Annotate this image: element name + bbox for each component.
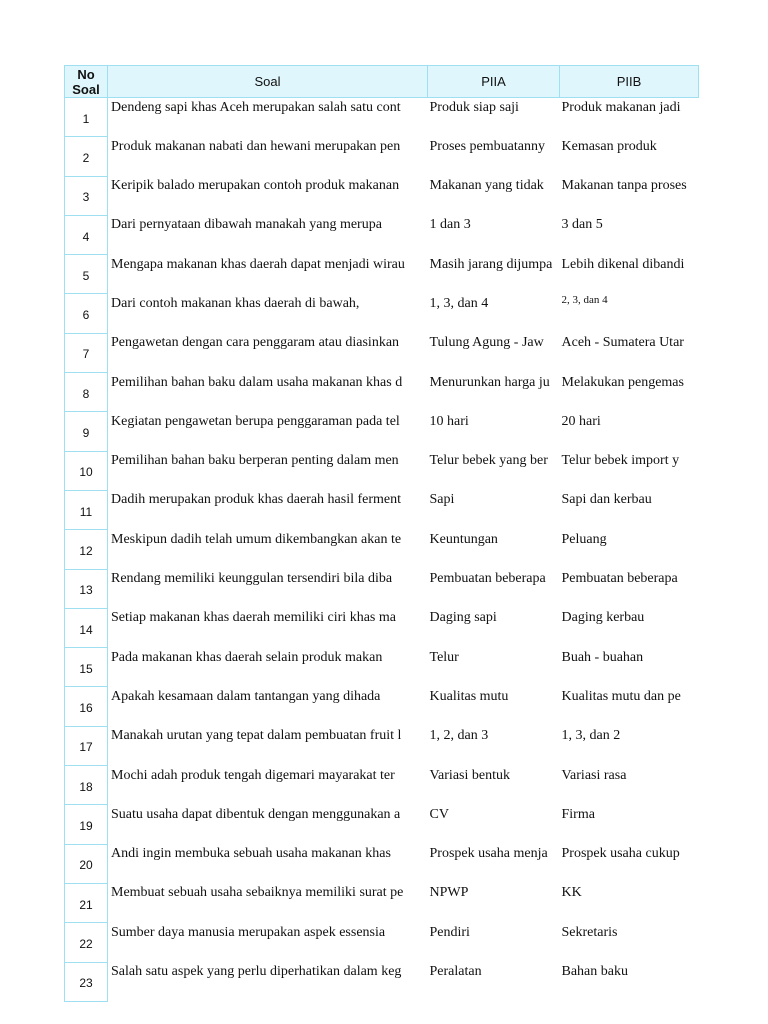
question-text: Meskipun dadih telah umum dikembangkan akan te	[111, 531, 402, 547]
table-row	[65, 530, 699, 569]
question-text: Rendang memiliki keunggulan tersendiri bila diba	[111, 571, 393, 587]
header-piib: PIIB	[560, 66, 699, 98]
option-b-text-cell	[560, 176, 699, 215]
option-a-text-cell	[428, 962, 560, 1001]
row-number: 21	[65, 883, 108, 922]
table-row	[65, 883, 699, 922]
question-text-cell	[108, 923, 428, 962]
option-a-text-cell	[428, 215, 560, 254]
row-number: 23	[65, 962, 108, 1001]
option-b-text: Variasi rasa	[561, 767, 627, 783]
row-number: 10	[65, 451, 108, 490]
option-a-text: Masih jarang dijumpa	[429, 256, 553, 272]
table-row	[65, 923, 699, 962]
answer-sheet	[64, 65, 699, 1002]
question-text-cell	[108, 490, 428, 529]
option-a-text-cell	[428, 176, 560, 215]
row-number: 11	[65, 490, 108, 529]
row-number: 9	[65, 412, 108, 451]
option-b-text: Peluang	[561, 531, 607, 547]
table-row	[65, 687, 699, 726]
option-b-text: 1, 3, dan 2	[561, 728, 621, 744]
header-piia: PIIA	[428, 66, 560, 98]
option-a-text: Telur	[429, 649, 459, 665]
option-b-text-cell	[560, 923, 699, 962]
table-row	[65, 766, 699, 805]
question-text: Apakah kesamaan dalam tantangan yang dihada	[111, 688, 381, 704]
header-row	[65, 66, 699, 98]
row-number: 12	[65, 530, 108, 569]
option-b-text-cell	[560, 530, 699, 569]
question-text: Produk makanan nabati dan hewani merupakan pen	[111, 138, 401, 154]
row-number: 17	[65, 726, 108, 765]
option-b-text-cell	[560, 962, 699, 1001]
row-number: 5	[65, 255, 108, 294]
question-text-cell	[108, 962, 428, 1001]
option-b-text: Firma	[561, 806, 595, 822]
option-a-text: Proses pembuatanny	[429, 138, 545, 154]
table-row	[65, 255, 699, 294]
option-b-text-cell	[560, 766, 699, 805]
question-text: Salah satu aspek yang perlu diperhatikan dalam keg	[111, 964, 402, 980]
option-a-text-cell	[428, 373, 560, 412]
option-a-text-cell	[428, 687, 560, 726]
question-text-cell	[108, 844, 428, 883]
option-b-text-cell	[560, 137, 699, 176]
question-text: Pemilihan bahan baku berperan penting dalam men	[111, 453, 399, 469]
option-b-text: KK	[561, 885, 582, 901]
row-number: 2	[65, 137, 108, 176]
option-b-text: Buah - buahan	[561, 649, 644, 665]
question-text: Mengapa makanan khas daerah dapat menjadi wirau	[111, 256, 405, 272]
question-text: Manakah urutan yang tepat dalam pembuatan fruit l	[111, 728, 402, 744]
question-text-cell	[108, 98, 428, 137]
option-a-text: Telur bebek yang ber	[429, 453, 548, 469]
option-b-text: Makanan tanpa proses	[561, 178, 687, 194]
option-b-text-cell	[560, 726, 699, 765]
option-b-text: Lebih dikenal dibandi	[561, 256, 685, 272]
row-number: 19	[65, 805, 108, 844]
option-a-text-cell	[428, 805, 560, 844]
option-b-text: 20 hari	[561, 413, 601, 429]
option-b-text: Kualitas mutu dan pe	[561, 688, 681, 704]
option-a-text: Menurunkan harga ju	[429, 374, 550, 390]
option-a-text-cell	[428, 766, 560, 805]
question-text-cell	[108, 766, 428, 805]
question-text-cell	[108, 805, 428, 844]
table-row	[65, 569, 699, 608]
option-a-text-cell	[428, 844, 560, 883]
option-a-text-cell	[428, 726, 560, 765]
question-text: Pengawetan dengan cara penggaram atau diasinkan	[111, 335, 400, 351]
row-number: 3	[65, 176, 108, 215]
question-text: Dendeng sapi khas Aceh merupakan salah satu cont	[111, 100, 401, 115]
option-a-text: NPWP	[429, 885, 469, 901]
row-number: 22	[65, 923, 108, 962]
option-a-text-cell	[428, 883, 560, 922]
option-b-text-cell	[560, 648, 699, 687]
option-b-text-cell	[560, 805, 699, 844]
option-a-text: Prospek usaha menja	[429, 846, 548, 862]
option-b-text: Daging kerbau	[561, 610, 645, 626]
option-b-text-cell	[560, 98, 699, 137]
option-b-text-cell	[560, 608, 699, 647]
table-row	[65, 805, 699, 844]
row-number: 7	[65, 333, 108, 372]
header-soal: Soal	[108, 66, 428, 98]
option-a-text-cell	[428, 530, 560, 569]
option-a-text: Pendiri	[429, 924, 470, 940]
question-text-cell	[108, 333, 428, 372]
option-b-text: Aceh - Sumatera Utar	[561, 335, 684, 351]
option-a-text: Pembuatan beberapa	[429, 571, 546, 587]
question-text-cell	[108, 883, 428, 922]
option-a-text-cell	[428, 333, 560, 372]
question-text-cell	[108, 412, 428, 451]
option-b-text-cell	[560, 373, 699, 412]
table-row	[65, 962, 699, 1001]
option-b-text-cell	[560, 255, 699, 294]
question-text-cell	[108, 137, 428, 176]
option-b-text: 2, 3, dan 4	[561, 293, 608, 306]
option-b-text-cell	[560, 883, 699, 922]
option-a-text-cell	[428, 137, 560, 176]
question-text: Andi ingin membuka sebuah usaha makanan khas	[111, 846, 391, 862]
option-b-text: Produk makanan jadi	[561, 100, 681, 115]
option-a-text: Kualitas mutu	[429, 688, 509, 704]
question-text-cell	[108, 687, 428, 726]
question-text: Kegiatan pengawetan berupa penggaraman pada tel	[111, 413, 400, 429]
question-text: Pada makanan khas daerah selain produk makan	[111, 649, 383, 665]
option-b-text-cell	[560, 844, 699, 883]
option-b-text: Prospek usaha cukup	[561, 846, 680, 862]
table-row	[65, 176, 699, 215]
option-a-text-cell	[428, 569, 560, 608]
question-text-cell	[108, 294, 428, 333]
option-b-text: Telur bebek import y	[561, 453, 680, 469]
option-b-text: Sapi dan kerbau	[561, 492, 652, 508]
option-b-text-cell	[560, 687, 699, 726]
row-number: 6	[65, 294, 108, 333]
table-row	[65, 333, 699, 372]
row-number: 4	[65, 215, 108, 254]
option-a-text: Variasi bentuk	[429, 767, 510, 783]
table-row	[65, 215, 699, 254]
option-a-text-cell	[428, 608, 560, 647]
table-row	[65, 451, 699, 490]
option-a-text-cell	[428, 412, 560, 451]
option-a-text-cell	[428, 648, 560, 687]
question-text-cell	[108, 726, 428, 765]
option-b-text-cell	[560, 215, 699, 254]
question-table	[64, 65, 699, 1002]
question-text: Setiap makanan khas daerah memiliki ciri khas ma	[111, 610, 396, 626]
question-text-cell	[108, 569, 428, 608]
question-text-cell	[108, 255, 428, 294]
option-a-text-cell	[428, 98, 560, 137]
table-row	[65, 294, 699, 333]
option-a-text: 1, 3, dan 4	[429, 295, 489, 311]
header-no-soal: No Soal	[65, 66, 108, 98]
table-row	[65, 844, 699, 883]
option-b-text-cell	[560, 451, 699, 490]
table-row	[65, 726, 699, 765]
table-row	[65, 490, 699, 529]
option-a-text: Daging sapi	[429, 610, 497, 626]
option-b-text: Melakukan pengemas	[561, 374, 684, 390]
option-a-text-cell	[428, 451, 560, 490]
row-number: 15	[65, 648, 108, 687]
row-number: 8	[65, 373, 108, 412]
question-text: Mochi adah produk tengah digemari mayarakat ter	[111, 767, 395, 783]
option-a-text: 1 dan 3	[429, 217, 471, 233]
row-number: 1	[65, 98, 108, 137]
option-a-text-cell	[428, 255, 560, 294]
question-text-cell	[108, 530, 428, 569]
option-a-text: Keuntungan	[429, 531, 498, 547]
option-a-text-cell	[428, 490, 560, 529]
option-a-text-cell	[428, 923, 560, 962]
question-text-cell	[108, 215, 428, 254]
question-text: Dadih merupakan produk khas daerah hasil ferment	[111, 492, 402, 508]
option-b-text-cell	[560, 490, 699, 529]
row-number: 14	[65, 608, 108, 647]
question-text: Dari pernyataan dibawah manakah yang merupa	[111, 217, 382, 233]
row-number: 16	[65, 687, 108, 726]
question-text-cell	[108, 451, 428, 490]
option-b-text: 3 dan 5	[561, 217, 603, 233]
question-text: Pemilihan bahan baku dalam usaha makanan khas d	[111, 374, 403, 390]
question-text-cell	[108, 648, 428, 687]
row-number: 13	[65, 569, 108, 608]
option-b-text: Pembuatan beberapa	[561, 571, 678, 587]
option-b-text: Kemasan produk	[561, 138, 657, 154]
option-a-text: Tulung Agung - Jaw	[429, 335, 544, 351]
question-text: Keripik balado merupakan contoh produk makanan	[111, 178, 400, 194]
question-text-cell	[108, 373, 428, 412]
option-a-text: 1, 2, dan 3	[429, 728, 489, 744]
row-number: 18	[65, 766, 108, 805]
question-text: Membuat sebuah usaha sebaiknya memiliki surat pe	[111, 885, 404, 901]
option-b-text-cell	[560, 333, 699, 372]
question-text: Sumber daya manusia merupakan aspek essensia	[111, 924, 386, 940]
option-b-text-cell	[560, 294, 699, 333]
option-a-text: Sapi	[429, 492, 455, 508]
option-b-text: Bahan baku	[561, 964, 628, 980]
table-row	[65, 373, 699, 412]
table-row	[65, 412, 699, 451]
question-text: Suatu usaha dapat dibentuk dengan menggunakan a	[111, 806, 401, 822]
option-a-text: Makanan yang tidak	[429, 178, 544, 194]
table-row	[65, 648, 699, 687]
option-a-text: CV	[429, 806, 449, 822]
table-body	[65, 98, 699, 1002]
table-row	[65, 137, 699, 176]
option-a-text: Peralatan	[429, 964, 482, 980]
table-row	[65, 608, 699, 647]
question-text-cell	[108, 176, 428, 215]
option-a-text: Produk siap saji	[429, 100, 519, 115]
option-b-text-cell	[560, 569, 699, 608]
option-a-text-cell	[428, 294, 560, 333]
question-text: Dari contoh makanan khas daerah di bawah,	[111, 295, 360, 311]
option-b-text-cell	[560, 412, 699, 451]
row-number: 20	[65, 844, 108, 883]
option-b-text: Sekretaris	[561, 924, 618, 940]
option-a-text: 10 hari	[429, 413, 469, 429]
table-row	[65, 98, 699, 137]
question-text-cell	[108, 608, 428, 647]
